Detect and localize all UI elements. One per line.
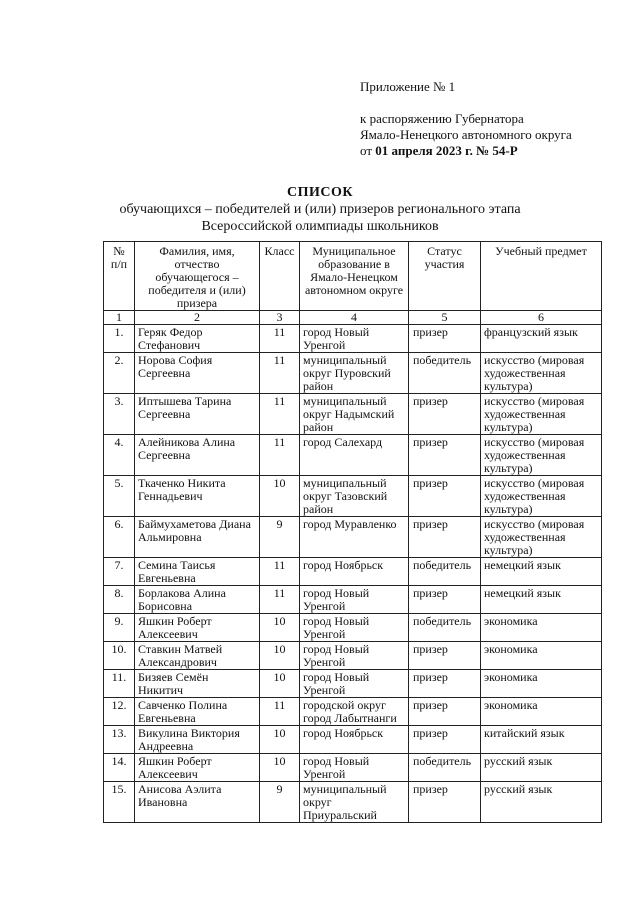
student-grade: 9	[260, 517, 300, 558]
column-number-row	[104, 311, 602, 325]
table-row	[104, 586, 602, 614]
table-row	[104, 670, 602, 698]
row-number: 8.	[104, 586, 135, 614]
column-number: 1	[104, 311, 135, 325]
column-number: 5	[409, 311, 481, 325]
municipality: город Ноябрьск	[300, 558, 409, 586]
header-municipality: Муниципальное образование в Ямало-Ненецком автономном округе	[300, 242, 409, 311]
student-name: Анисова Аэлита Ивановна	[135, 782, 260, 823]
table-row	[104, 754, 602, 782]
table-header-row	[104, 242, 602, 311]
header-number: № п/п	[104, 242, 135, 311]
school-subject: русский язык	[481, 754, 602, 782]
municipality: город Новый Уренгой	[300, 642, 409, 670]
municipality: город Салехард	[300, 435, 409, 476]
student-grade: 11	[260, 394, 300, 435]
municipality: город Муравленко	[300, 517, 409, 558]
row-number: 14.	[104, 754, 135, 782]
student-grade: 11	[260, 586, 300, 614]
table-row	[104, 394, 602, 435]
student-name: Алейникова Алина Сергеевна	[135, 435, 260, 476]
column-number: 3	[260, 311, 300, 325]
table-row	[104, 642, 602, 670]
table-row	[104, 517, 602, 558]
student-name: Иптышева Тарина Сергеевна	[135, 394, 260, 435]
student-name: Баймухаметова Диана Альмировна	[135, 517, 260, 558]
school-subject: экономика	[481, 614, 602, 642]
municipality: муниципальный округ Надымский район	[300, 394, 409, 435]
municipality: город Ноябрьск	[300, 726, 409, 754]
student-grade: 10	[260, 726, 300, 754]
document-subtitle-line-1: обучающихся – победителей и (или) призеров регионального этапа	[119, 202, 521, 217]
document-subtitle-line-2: Всероссийской олимпиады школьников	[201, 219, 439, 234]
row-number: 7.	[104, 558, 135, 586]
student-grade: 11	[260, 325, 300, 353]
school-subject: искусство (мировая художественная культура)	[481, 394, 602, 435]
document-title: СПИСОК	[286, 185, 354, 200]
appendix-order-line: к распоряжению Губернатора	[360, 111, 524, 126]
student-grade: 10	[260, 614, 300, 642]
table-body	[104, 325, 602, 823]
header-status: Статус участия	[409, 242, 481, 311]
municipality: город Новый Уренгой	[300, 754, 409, 782]
school-subject: русский язык	[481, 782, 602, 823]
student-name: Савченко Полина Евгеньевна	[135, 698, 260, 726]
participation-status: призер	[409, 642, 481, 670]
row-number: 12.	[104, 698, 135, 726]
row-number: 13.	[104, 726, 135, 754]
header-grade: Класс	[260, 242, 300, 311]
municipality: город Новый Уренгой	[300, 614, 409, 642]
student-name: Викулина Виктория Андреевна	[135, 726, 260, 754]
row-number: 2.	[104, 353, 135, 394]
row-number: 3.	[104, 394, 135, 435]
municipality: муниципальный округ Тазовский район	[300, 476, 409, 517]
participation-status: победитель	[409, 558, 481, 586]
school-subject: экономика	[481, 642, 602, 670]
row-number: 15.	[104, 782, 135, 823]
school-subject: искусство (мировая художественная культура)	[481, 476, 602, 517]
student-name: Ткаченко Никита Геннадьевич	[135, 476, 260, 517]
school-subject: экономика	[481, 698, 602, 726]
student-grade: 10	[260, 670, 300, 698]
header-name: Фамилия, имя, отчество обучающегося – победителя и (или) призера	[135, 242, 260, 311]
table-row	[104, 782, 602, 823]
participation-status: призер	[409, 782, 481, 823]
table-row	[104, 726, 602, 754]
participation-status: победитель	[409, 614, 481, 642]
participation-status: призер	[409, 435, 481, 476]
school-subject: экономика	[481, 670, 602, 698]
school-subject: искусство (мировая художественная культура)	[481, 353, 602, 394]
table-row	[104, 614, 602, 642]
municipality: муниципальный округ Пуровский район	[300, 353, 409, 394]
participation-status: победитель	[409, 353, 481, 394]
student-name: Бизяев Семён Никитич	[135, 670, 260, 698]
municipality: муниципальный округ Приуральский	[300, 782, 409, 823]
student-name: Геряк Федор Стефанович	[135, 325, 260, 353]
appendix-date-value: 01 апреля 2023 г. № 54-Р	[375, 143, 518, 158]
participation-status: призер	[409, 394, 481, 435]
row-number: 5.	[104, 476, 135, 517]
student-name: Яшкин Роберт Алексеевич	[135, 614, 260, 642]
table-row	[104, 558, 602, 586]
municipality: город Новый Уренгой	[300, 325, 409, 353]
row-number: 4.	[104, 435, 135, 476]
participation-status: призер	[409, 670, 481, 698]
participation-status: призер	[409, 586, 481, 614]
table-row	[104, 698, 602, 726]
table-row	[104, 435, 602, 476]
column-number: 2	[135, 311, 260, 325]
student-grade: 10	[260, 642, 300, 670]
student-name: Борлакова Алина Борисовна	[135, 586, 260, 614]
column-number: 4	[300, 311, 409, 325]
student-name: Ставкин Матвей Александрович	[135, 642, 260, 670]
student-grade: 11	[260, 353, 300, 394]
student-name: Яшкин Роберт Алексеевич	[135, 754, 260, 782]
school-subject: искусство (мировая художественная культура)	[481, 517, 602, 558]
student-grade: 10	[260, 476, 300, 517]
student-grade: 9	[260, 782, 300, 823]
row-number: 10.	[104, 642, 135, 670]
school-subject: китайский язык	[481, 726, 602, 754]
participation-status: победитель	[409, 754, 481, 782]
school-subject: искусство (мировая художественная культура)	[481, 435, 602, 476]
appendix-date-line	[360, 142, 518, 159]
student-name: Норова София Сергеевна	[135, 353, 260, 394]
appendix-date-prefix: от	[360, 143, 373, 158]
column-number: 6	[481, 311, 602, 325]
student-grade: 11	[260, 435, 300, 476]
participation-status: призер	[409, 476, 481, 517]
appendix-region-line: Ямало-Ненецкого автономного округа	[360, 127, 572, 142]
municipality: городской округ город Лабытнанги	[300, 698, 409, 726]
student-grade: 10	[260, 754, 300, 782]
row-number: 11.	[104, 670, 135, 698]
participation-status: призер	[409, 517, 481, 558]
student-grade: 11	[260, 558, 300, 586]
row-number: 1.	[104, 325, 135, 353]
student-grade: 11	[260, 698, 300, 726]
school-subject: французский язык	[481, 325, 602, 353]
row-number: 9.	[104, 614, 135, 642]
student-name: Семина Таисья Евгеньевна	[135, 558, 260, 586]
municipality: город Новый Уренгой	[300, 670, 409, 698]
school-subject: немецкий язык	[481, 586, 602, 614]
table-row	[104, 325, 602, 353]
participation-status: призер	[409, 325, 481, 353]
municipality: город Новый Уренгой	[300, 586, 409, 614]
school-subject: немецкий язык	[481, 558, 602, 586]
row-number: 6.	[104, 517, 135, 558]
appendix-number: Приложение № 1	[360, 79, 456, 94]
participation-status: призер	[409, 726, 481, 754]
header-subject: Учебный предмет	[481, 242, 602, 311]
table-row	[104, 476, 602, 517]
participation-status: призер	[409, 698, 481, 726]
table-row	[104, 353, 602, 394]
winners-table	[103, 241, 602, 823]
